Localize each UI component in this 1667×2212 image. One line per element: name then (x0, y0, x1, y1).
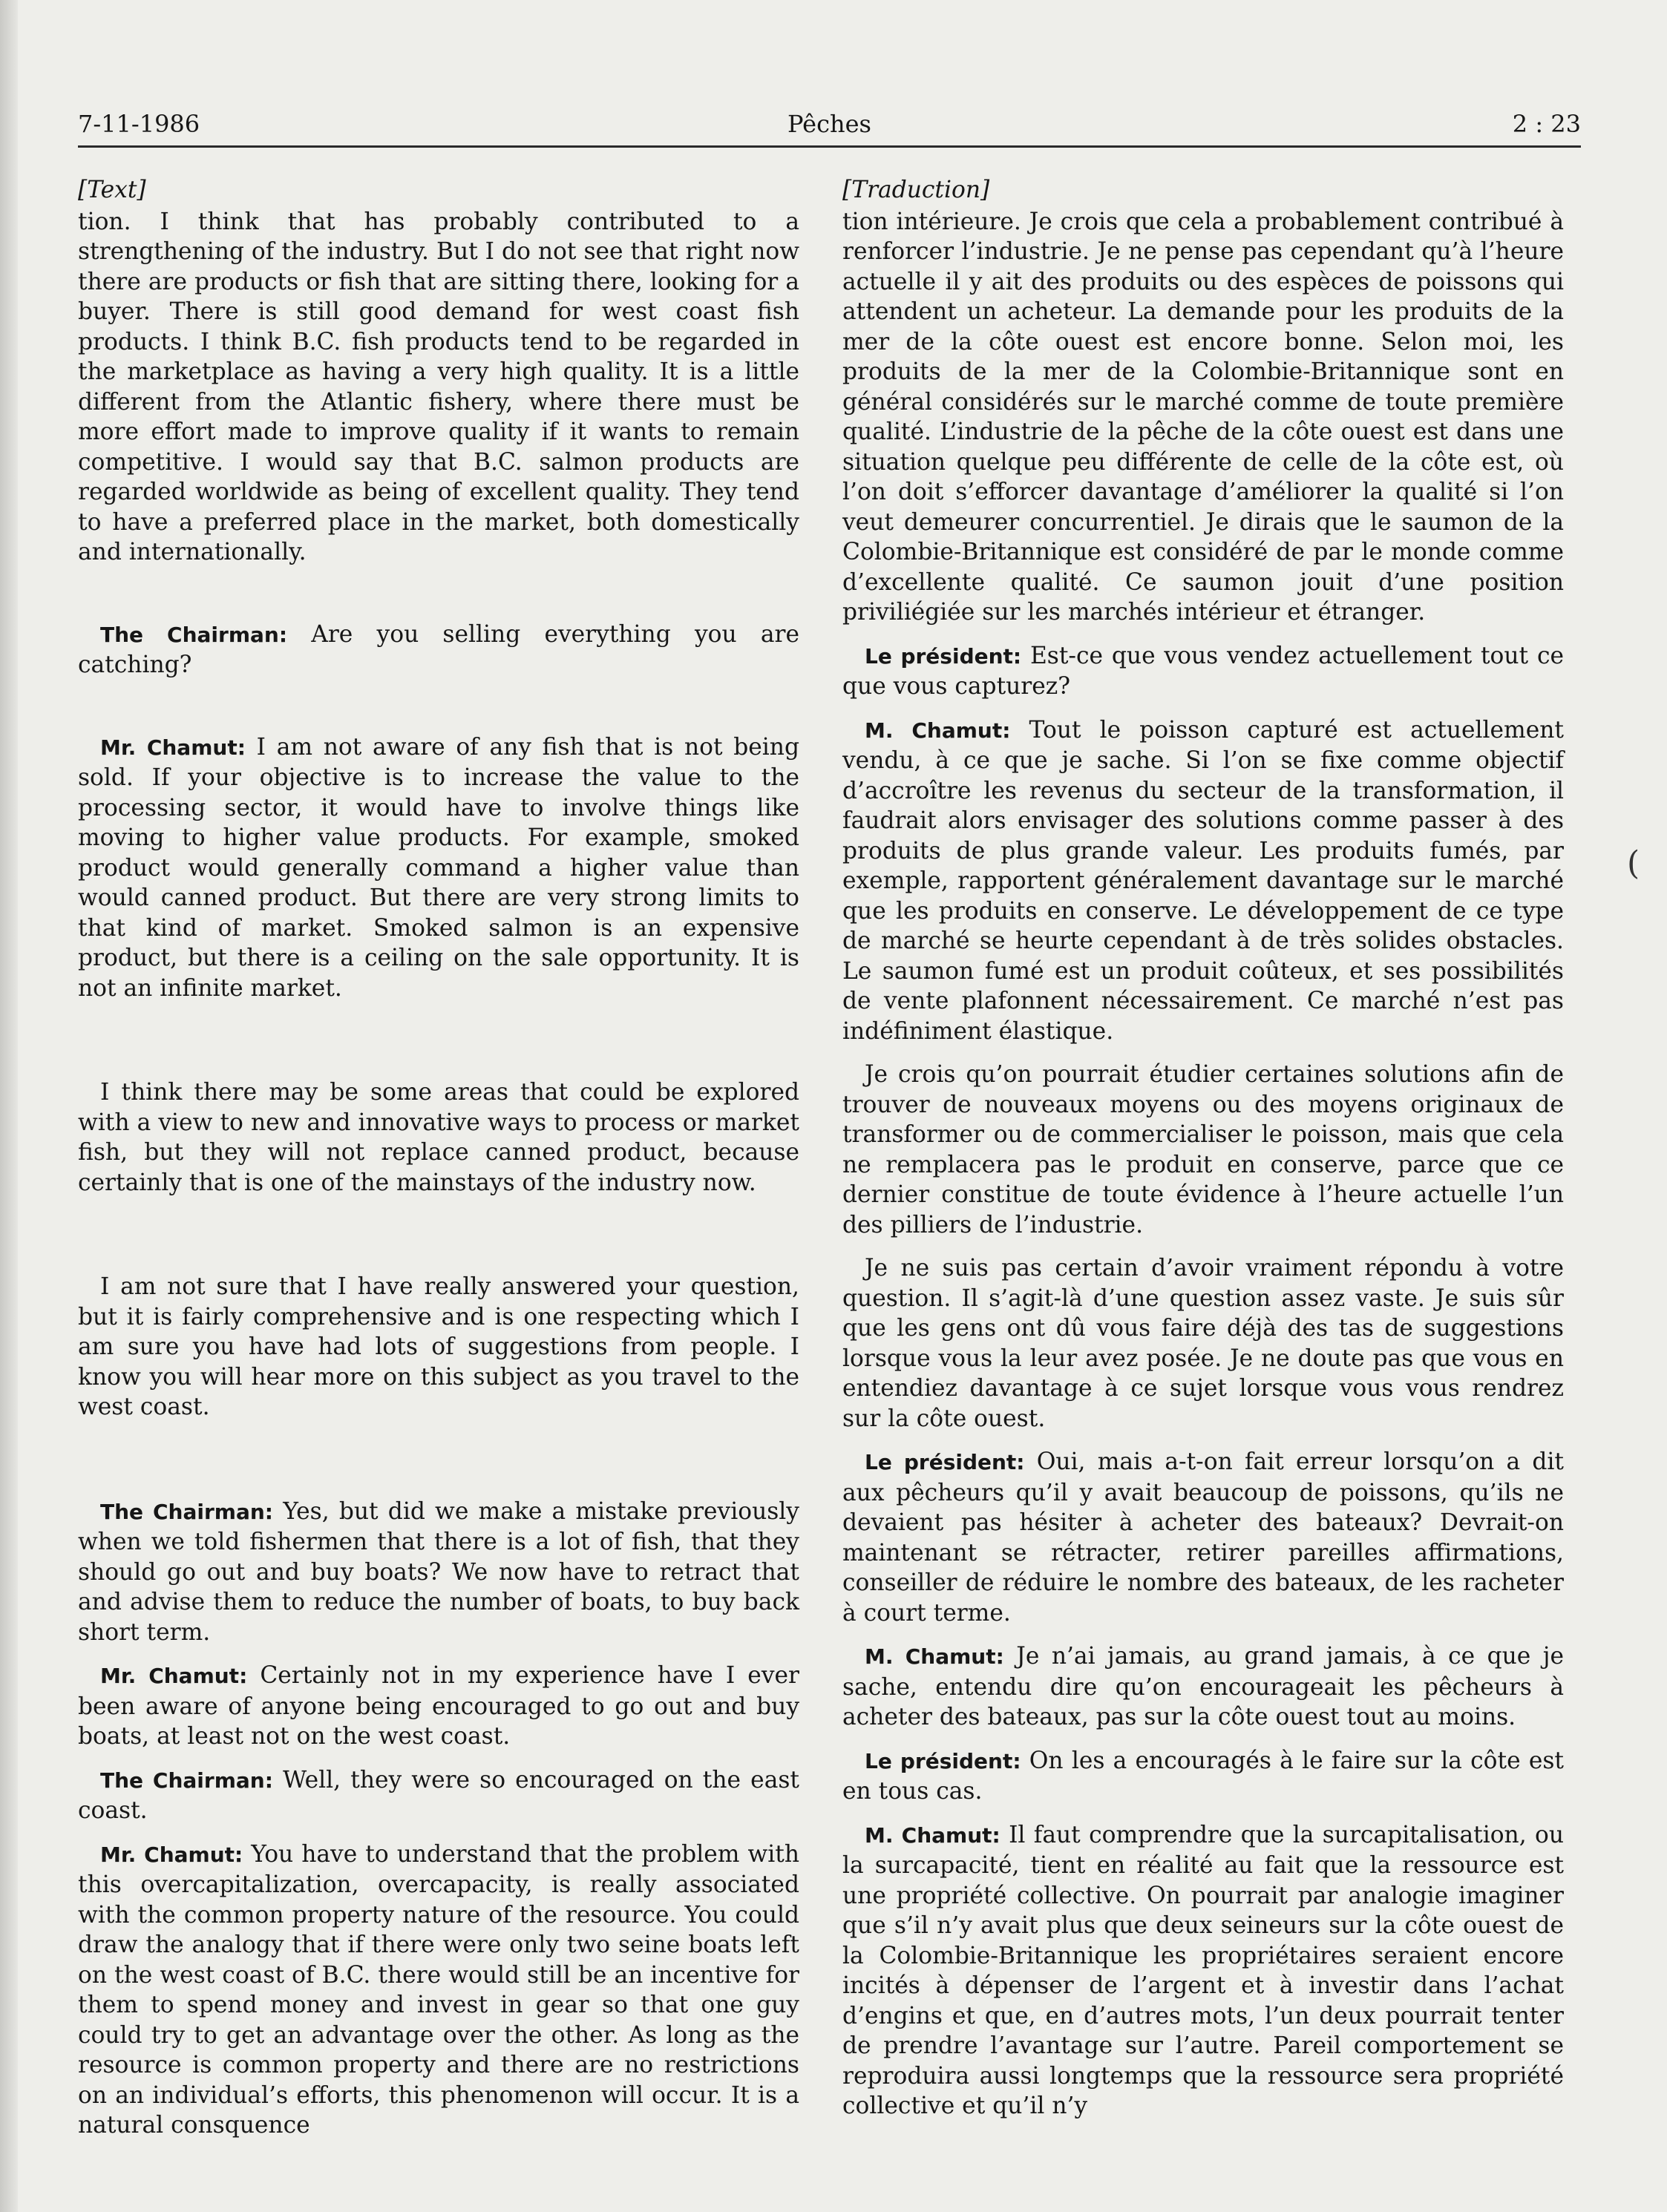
paragraph (78, 620, 799, 680)
margin-bracket-mark: ( (1627, 844, 1640, 882)
paragraph (842, 1820, 1564, 2121)
binding-edge (0, 0, 18, 2212)
paragraph (842, 1447, 1564, 1628)
column-label-text: [Text] (78, 177, 146, 203)
paragraph (842, 715, 1564, 1047)
speaker-name: Mr. Chamut: (100, 1664, 248, 1688)
paragraph: Je crois qu’on pourrait étudier certaines solutions afin de trouver de nouveaux moyens ou des moyens originaux de transformer ou de commercialiser le poisson, mais que cela ne remplacera pas le produit en conserve, parce que ce dernier constitue de toute évidence à l’heure actuelle l’un des pilliers de l’industrie. (842, 1061, 1564, 1238)
header-date: 7-11-1986 (78, 110, 200, 138)
speech-text: Tout le poisson capturé est actuellement vendu, à ce que je sache. Si l’on se fixe comme objectif d’accroître les revenus du secteur de la transformation, il faudrait alors envisager des solutions comme passer à des produits de plus grande valeur. Les produits fumés, par exemple, rapportent généralement davantage sur le marché que les produits en conserve. Le développement de ce type de marché se heurte cependant à de très solides obstacles. Le saumon fumé est un produit coûteux, et ses possibilités de vente plafonnent nécessairement. Ce marché n’est pas indéfiniment élastique. (842, 716, 1564, 1045)
speech-text: Il faut comprendre que la surcapitalisation, ou la surcapacité, tient en réalité au fait que la ressource est une propriété collective. On pourrait par analogie imaginer que s’il n’y avait plus que deux seineurs sur la côte ouest de la Colombie-Britannique les propriétaires seraient encore incités à dépenser de l’argent et à investir dans l’achat d’engins et que, en d’autres mots, l’un deux pourrait tenter de prendre l’avantage sur l’autre. Pareil comportement se reproduira aussi longtemps que la ressource sera propriété collective et qu’il n’y (842, 1821, 1564, 2119)
speaker-name: The Chairman: (100, 622, 288, 647)
speech-text: Are you selling everything you are catching? (78, 620, 799, 678)
speaker-name: M. Chamut: (865, 1644, 1004, 1669)
paragraph (842, 1641, 1564, 1733)
speech-text: You have to understand that the problem with this overcapitalization, overcapacity, is really associated with the common property nature of the resource. You could draw the analogy that if there were only two seine boats left on the west coast of B.C. there would still be an incentive for them to spend money and invest in gear so that one guy could try to get an advantage over the other. As long as the resource is common property and there are no restrictions on an individual’s efforts, this phenomenon will occur. It is a natural consquence (78, 1840, 799, 2139)
speech-text: Oui, mais a-t-on fait erreur lorsqu’on a dit aux pêcheurs qu’il y avait beaucoup de poissons, qu’ils ne devaient pas hésiter à acheter des bateaux? Devrait-on maintenant se rétracter, retirer pareilles affirmations, conseiller de réduire le nombre des bateaux, de les racheter à court terme. (842, 1448, 1565, 1627)
paragraph (78, 732, 799, 1004)
english-column (78, 175, 800, 2139)
header-page-number: 2 : 23 (1512, 110, 1581, 138)
paragraph (842, 1746, 1564, 1807)
speaker-name: M. Chamut: (865, 718, 1011, 743)
speech-text: Yes, but did we make a mistake previously when we told fishermen that there is a lot of fish, that they should go out and buy boats? We now have to retract that and advise them to reduce the number of boats, to buy back short term. (78, 1497, 799, 1646)
speaker-name: The Chairman: (100, 1768, 273, 1793)
speech-text: On les a encouragés à le faire sur la côte est en tous cas. (842, 1747, 1565, 1805)
header-title: Pêches (787, 110, 871, 138)
column-label-traduction: [Traduction] (842, 177, 990, 203)
speech-text: Certainly not in my experience have I ever been aware of anyone being encouraged to go out and buy boats, at least not on the west coast. (78, 1662, 799, 1750)
paragraph: tion. I think that has probably contributed to a strengthening of the industry. But I do not see that right now there are products or fish that are sitting there, looking for a buyer. There is still good demand for west coast fish products. I think B.C. fish products tend to be regarded in the marketplace as having a very high quality. It is a little different from the Atlantic fishery, where there must be more effort made to improve quality if it wants to remain competitive. I would say that B.C. salmon products are regarded worldwide as being of excellent quality. They tend to have a preferred place in the market, both domestically and internationally. (78, 208, 799, 565)
speech-text: I am not aware of any fish that is not being sold. If your objective is to increase the value to the processing sector, it would have to involve things like moving to higher value products. For example, smoked product would generally command a higher value than would canned product. But there are very strong limits to that kind of market. Smoked salmon is an expensive product, but there is a ceiling on the sale opportunity. It is not an infinite market. (78, 733, 800, 1002)
speech-text: Well, they were so encouraged on the east coast. (78, 1766, 799, 1824)
speaker-name: Le président: (865, 643, 1022, 669)
paragraph (78, 1765, 799, 1826)
paragraph (842, 641, 1564, 702)
paragraph (78, 1661, 799, 1752)
speaker-name: Le président: (865, 1748, 1021, 1773)
speaker-name: Mr. Chamut: (100, 1842, 243, 1867)
speaker-name: M. Chamut: (865, 1822, 1000, 1848)
french-column (842, 175, 1565, 2119)
speech-text: Je n’ai jamais, au grand jamais, à ce que je sache, entendu dire qu’on encourageait les pêcheurs à acheter des bateaux, pas sur la côte ouest tout au moins. (842, 1643, 1564, 1730)
paragraph (78, 1839, 799, 2141)
paragraph: I think there may be some areas that could be explored with a view to new and innovative ways to process or market fish, but they will not replace canned product, because certainly that is one of the mainstays of the industry now. (78, 1079, 799, 1196)
paragraph (78, 1497, 799, 1648)
speaker-name: Mr. Chamut: (100, 735, 246, 760)
paragraph: Je ne suis pas certain d’avoir vraiment répondu à votre question. Il s’agit-là d’une question assez vaste. Je suis sûr que les gens ont dû vous faire déjà des tas de suggestions lorsque vous la leur avez posée. Je ne doute pas que vous en entendiez davantage à ce sujet lorsque vous vous rendrez sur la côte ouest. (842, 1255, 1564, 1432)
paragraph: I am not sure that I have really answered your question, but it is fairly comprehensive and is one respecting which I am sure you have had lots of suggestions from people. I know you will hear more on this subject as you travel to the west coast. (78, 1273, 799, 1420)
speaker-name: The Chairman: (100, 1499, 273, 1524)
paragraph: tion intérieure. Je crois que cela a probablement contribué à renforcer l’industrie. Je ne pense pas cependant qu’à l’heure actuelle il y ait des produits ou des espèces de poissons qui attendent un acheteur. La demande pour les produits de la mer de la côte ouest est encore bonne. Selon moi, les produits de la mer de la Colombie-Britannique sont en général considérés sur le marché comme de toute première qualité. L’industrie de la pêche de la côte ouest est dans une situation quelque peu différente de celle de la côte est, où l’on doit s’efforcer davantage d’améliorer la qualité si l’on veut demeurer concurrentiel. Je dirais que le saumon de la Colombie-Britannique est considéré de par le monde comme d’excellente qualité. Ce saumon jouit d’une position priviliégiée sur les marchés intérieur et étranger. (842, 208, 1564, 626)
page-header (78, 104, 1581, 148)
speech-text: Est-ce que vous vendez actuellement tout ce que vous capturez? (842, 642, 1564, 700)
speaker-name: Le président: (865, 1450, 1025, 1474)
